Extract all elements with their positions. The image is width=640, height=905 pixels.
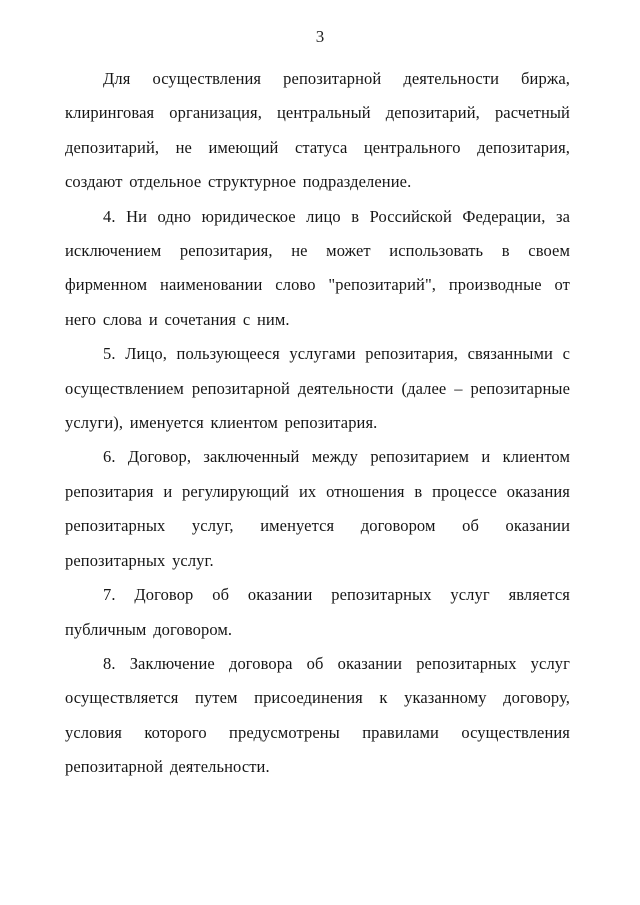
paragraph-item-7: 7. Договор об оказании репозитарных услуг является публичным договором.: [65, 585, 570, 639]
paragraph-continuation: Для осуществления репозитарной деятельности биржа, клиринговая организация, центральный депозитарий, расчетный депозитарий, не имеющий статуса центрального депозитария, создают отдельное структурное подразделение.: [65, 69, 570, 192]
paragraph-item-6: 6. Договор, заключенный между репозитарием и клиентом репозитария и регулирующий их отношения в процессе оказания репозитарных услуг, именуется договором об оказании репозитарных услуг.: [65, 447, 570, 570]
page-number: 3: [315, 27, 325, 46]
paragraph-item-5: 5. Лицо, пользующееся услугами репозитария, связанными с осуществлением репозитарной деятельности (далее – репозитарные услуги), именуется клиентом репозитария.: [65, 344, 570, 433]
paragraph-item-4: 4. Ни одно юридическое лицо в Российской Федерации, за исключением репозитария, не может использовать в своем фирменном наименовании слово "репозитарий", производные от него слова и сочетания с ним.: [65, 206, 570, 329]
paragraph-item-8: 8. Заключение договора об оказании репозитарных услуг осуществляется путем присоединения к указанному договору, условия которого предусмотрены правилами осуществления репозитарной деятельности.: [65, 653, 570, 777]
document-body: [65, 62, 570, 785]
